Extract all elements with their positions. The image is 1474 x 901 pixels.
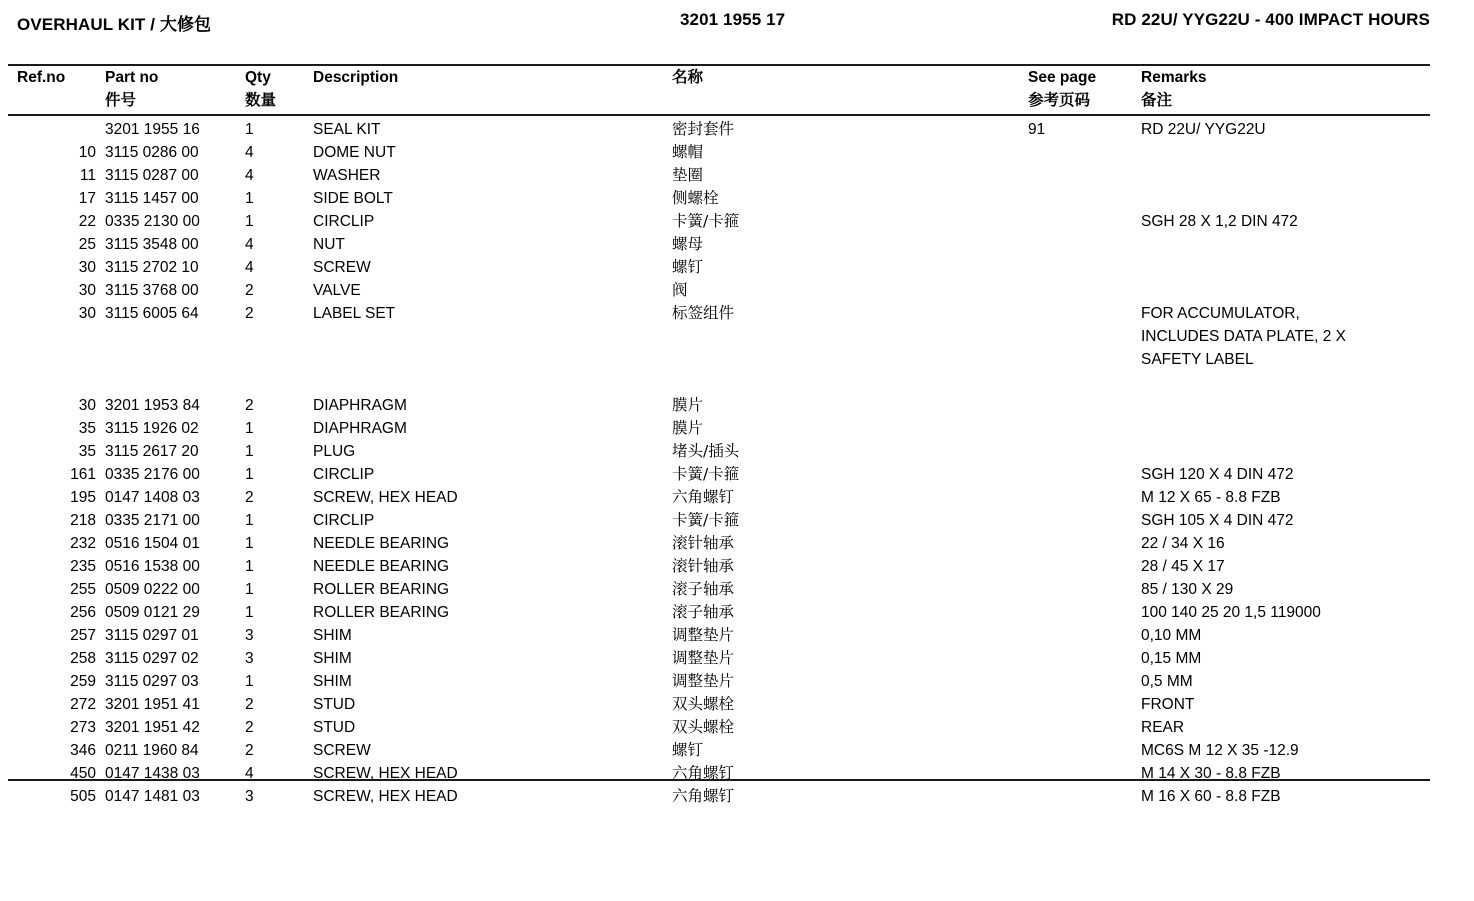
cell-qty: 2 bbox=[245, 305, 254, 322]
cell-qty: 2 bbox=[245, 489, 254, 506]
table-row bbox=[0, 210, 1474, 233]
col-header-seepage: See page bbox=[1028, 69, 1097, 86]
cell-remarks-continuation: INCLUDES DATA PLATE, 2 X bbox=[1141, 328, 1347, 345]
cell-name-zh: 螺母 bbox=[672, 235, 704, 253]
cell-refno: 235 bbox=[70, 558, 96, 575]
cell-partno: 3115 3768 00 bbox=[105, 282, 199, 299]
cell-partno: 3115 0297 02 bbox=[105, 650, 199, 667]
cell-qty: 1 bbox=[245, 420, 254, 437]
cell-refno: 195 bbox=[70, 489, 96, 506]
cell-refno: 256 bbox=[70, 604, 96, 621]
cell-description: SHIM bbox=[313, 650, 352, 667]
cell-name-zh: 调整垫片 bbox=[672, 626, 735, 644]
cell-refno: 346 bbox=[70, 742, 96, 759]
table-row bbox=[0, 532, 1474, 555]
cell-description: SCREW bbox=[313, 259, 371, 276]
cell-qty: 1 bbox=[245, 121, 254, 138]
cell-refno: 35 bbox=[78, 420, 96, 437]
table-header-row-zh bbox=[0, 89, 1474, 112]
col-header-remarks-zh: 备注 bbox=[1141, 91, 1173, 109]
cell-remarks: SGH 28 X 1,2 DIN 472 bbox=[1141, 213, 1298, 230]
cell-refno: 30 bbox=[78, 259, 96, 276]
cell-refno: 11 bbox=[79, 167, 96, 184]
cell-partno: 3115 0286 00 bbox=[105, 144, 199, 161]
table-row bbox=[0, 141, 1474, 164]
table-row bbox=[0, 670, 1474, 693]
cell-refno: 259 bbox=[70, 673, 96, 690]
cell-partno: 0211 1960 84 bbox=[105, 742, 199, 759]
table-row bbox=[0, 118, 1474, 141]
col-header-description: Description bbox=[313, 69, 399, 86]
table-row bbox=[0, 279, 1474, 302]
cell-name-zh: 膜片 bbox=[672, 396, 704, 414]
table-row bbox=[0, 233, 1474, 256]
cell-qty: 1 bbox=[245, 535, 254, 552]
cell-description: ROLLER BEARING bbox=[313, 581, 450, 598]
cell-description: VALVE bbox=[313, 282, 361, 299]
cell-qty: 2 bbox=[245, 742, 254, 759]
cell-description: DIAPHRAGM bbox=[313, 397, 407, 414]
cell-qty: 4 bbox=[245, 236, 254, 253]
cell-name-zh: 调整垫片 bbox=[672, 672, 735, 690]
cell-name-zh: 堵头/插头 bbox=[672, 442, 740, 460]
cell-partno: 0147 1438 03 bbox=[105, 765, 200, 782]
table-row bbox=[0, 394, 1474, 417]
cell-qty: 1 bbox=[245, 190, 254, 207]
cell-partno: 0509 0121 29 bbox=[105, 604, 200, 621]
cell-qty: 1 bbox=[245, 604, 254, 621]
table-row bbox=[0, 463, 1474, 486]
cell-description: CIRCLIP bbox=[313, 512, 375, 529]
col-header-qty: Qty bbox=[245, 69, 271, 86]
cell-description: DOME NUT bbox=[313, 144, 396, 161]
cell-name-zh: 滚子轴承 bbox=[672, 580, 735, 598]
cell-qty: 2 bbox=[245, 719, 254, 736]
cell-description: SEAL KIT bbox=[313, 121, 381, 138]
col-header-partno: Part no bbox=[105, 69, 159, 86]
cell-qty: 1 bbox=[245, 673, 254, 690]
cell-qty: 1 bbox=[245, 512, 254, 529]
cell-qty: 4 bbox=[245, 167, 254, 184]
cell-refno: 450 bbox=[70, 765, 96, 782]
cell-remarks: 0,10 MM bbox=[1141, 627, 1202, 644]
cell-remarks-continuation: SAFETY LABEL bbox=[1141, 351, 1254, 368]
cell-remarks: FOR ACCUMULATOR, bbox=[1141, 305, 1300, 322]
cell-partno: 3201 1955 16 bbox=[105, 121, 200, 138]
cell-partno: 3115 6005 64 bbox=[105, 305, 199, 322]
cell-name-zh: 侧螺栓 bbox=[672, 189, 719, 207]
table-row bbox=[0, 164, 1474, 187]
cell-name-zh: 滚针轴承 bbox=[672, 557, 735, 575]
cell-name-zh: 螺帽 bbox=[672, 143, 704, 161]
cell-partno: 0516 1504 01 bbox=[105, 535, 200, 552]
cell-qty: 1 bbox=[245, 443, 254, 460]
table-row bbox=[0, 693, 1474, 716]
cell-description: WASHER bbox=[313, 167, 381, 184]
cell-refno: 30 bbox=[78, 305, 96, 322]
cell-qty: 2 bbox=[245, 696, 254, 713]
cell-refno: 30 bbox=[78, 397, 96, 414]
cell-remarks: FRONT bbox=[1141, 696, 1195, 713]
cell-partno: 3201 1951 41 bbox=[105, 696, 200, 713]
table-row bbox=[0, 187, 1474, 210]
col-header-qty-zh: 数量 bbox=[245, 91, 277, 109]
table-row bbox=[0, 762, 1474, 785]
cell-partno: 3201 1951 42 bbox=[105, 719, 200, 736]
cell-name-zh: 垫圈 bbox=[672, 166, 704, 184]
table-header-row-en bbox=[0, 66, 1474, 89]
cell-description: ROLLER BEARING bbox=[313, 604, 450, 621]
cell-description: PLUG bbox=[313, 443, 356, 460]
cell-qty: 4 bbox=[245, 144, 254, 161]
cell-name-zh: 双头螺栓 bbox=[672, 718, 735, 736]
table-row bbox=[0, 555, 1474, 578]
cell-description: DIAPHRAGM bbox=[313, 420, 407, 437]
cell-description: SCREW, HEX HEAD bbox=[313, 765, 458, 782]
cell-name-zh: 密封套件 bbox=[672, 120, 735, 138]
cell-seepage: 91 bbox=[1028, 121, 1046, 138]
cell-partno: 0147 1408 03 bbox=[105, 489, 200, 506]
cell-description: NUT bbox=[313, 236, 345, 253]
cell-name-zh: 调整垫片 bbox=[672, 649, 735, 667]
cell-name-zh: 卡簧/卡箍 bbox=[672, 465, 740, 483]
cell-refno: 25 bbox=[78, 236, 96, 253]
document-header bbox=[8, 10, 1430, 36]
cell-refno: 257 bbox=[70, 627, 96, 644]
cell-refno: 35 bbox=[78, 443, 96, 460]
cell-name-zh: 螺钉 bbox=[672, 258, 704, 276]
cell-partno: 0335 2130 00 bbox=[105, 213, 200, 230]
cell-partno: 3115 0297 01 bbox=[105, 627, 199, 644]
cell-remarks: 28 / 45 X 17 bbox=[1141, 558, 1225, 575]
cell-partno: 3115 2617 20 bbox=[105, 443, 199, 460]
cell-description: NEEDLE BEARING bbox=[313, 558, 450, 575]
cell-name-zh: 六角螺钉 bbox=[672, 488, 735, 506]
col-header-refno: Ref.no bbox=[17, 69, 66, 86]
cell-description: STUD bbox=[313, 696, 356, 713]
cell-name-zh: 滚针轴承 bbox=[672, 534, 735, 552]
cell-name-zh: 六角螺钉 bbox=[672, 764, 735, 782]
cell-name-zh: 双头螺栓 bbox=[672, 695, 735, 713]
cell-qty: 3 bbox=[245, 627, 254, 644]
cell-description: SIDE BOLT bbox=[313, 190, 393, 207]
cell-name-zh: 卡簧/卡箍 bbox=[672, 212, 740, 230]
cell-description: SHIM bbox=[313, 673, 352, 690]
cell-partno: 0335 2176 00 bbox=[105, 466, 200, 483]
cell-description: SHIM bbox=[313, 627, 352, 644]
cell-refno: 30 bbox=[78, 282, 96, 299]
cell-name-zh: 阀 bbox=[672, 281, 688, 299]
cell-name-zh: 六角螺钉 bbox=[672, 787, 735, 805]
cell-description: SCREW, HEX HEAD bbox=[313, 489, 458, 506]
cell-qty: 2 bbox=[245, 397, 254, 414]
cell-refno: 10 bbox=[78, 144, 96, 161]
cell-remarks: M 16 X 60 - 8.8 FZB bbox=[1141, 788, 1281, 805]
cell-name-zh: 标签组件 bbox=[672, 304, 735, 322]
cell-refno: 161 bbox=[70, 466, 96, 483]
table-row bbox=[0, 486, 1474, 509]
cell-refno: 258 bbox=[70, 650, 96, 667]
table-row bbox=[0, 440, 1474, 463]
cell-description: CIRCLIP bbox=[313, 466, 375, 483]
cell-description: LABEL SET bbox=[313, 305, 396, 322]
cell-remarks: REAR bbox=[1141, 719, 1185, 736]
col-header-remarks: Remarks bbox=[1141, 69, 1207, 86]
cell-refno: 218 bbox=[70, 512, 96, 529]
cell-qty: 3 bbox=[245, 650, 254, 667]
cell-qty: 1 bbox=[245, 581, 254, 598]
table-row bbox=[0, 624, 1474, 647]
cell-refno: 232 bbox=[70, 535, 96, 552]
cell-partno: 3201 1953 84 bbox=[105, 397, 200, 414]
cell-remarks: M 12 X 65 - 8.8 FZB bbox=[1141, 489, 1281, 506]
cell-remarks: SGH 105 X 4 DIN 472 bbox=[1141, 512, 1294, 529]
cell-refno: 22 bbox=[78, 213, 96, 230]
cell-remarks: MC6S M 12 X 35 -12.9 bbox=[1141, 742, 1299, 759]
cell-qty: 1 bbox=[245, 466, 254, 483]
kit-title: OVERHAUL KIT / 大修包 bbox=[17, 15, 212, 34]
kit-part-number: 3201 1955 17 bbox=[680, 10, 786, 29]
table-row bbox=[0, 256, 1474, 279]
cell-qty: 1 bbox=[245, 558, 254, 575]
table-row bbox=[0, 739, 1474, 762]
table-row bbox=[0, 601, 1474, 624]
cell-description: SCREW bbox=[313, 742, 371, 759]
cell-partno: 0147 1481 03 bbox=[105, 788, 200, 805]
cell-description: STUD bbox=[313, 719, 356, 736]
table-row bbox=[0, 417, 1474, 440]
cell-remarks: 0,5 MM bbox=[1141, 673, 1193, 690]
table-row bbox=[0, 509, 1474, 532]
table-row bbox=[0, 302, 1474, 325]
cell-remarks: 22 / 34 X 16 bbox=[1141, 535, 1225, 552]
cell-remarks: 100 140 25 20 1,5 119000 bbox=[1141, 604, 1321, 621]
cell-name-zh: 卡簧/卡箍 bbox=[672, 511, 740, 529]
cell-remarks: RD 22U/ YYG22U bbox=[1141, 121, 1266, 138]
cell-qty: 4 bbox=[245, 765, 254, 782]
cell-refno: 273 bbox=[70, 719, 96, 736]
cell-refno: 505 bbox=[70, 788, 96, 805]
col-header-seepage-zh: 参考页码 bbox=[1028, 91, 1091, 109]
table-header-rule bbox=[8, 114, 1430, 116]
table-row bbox=[0, 647, 1474, 670]
cell-name-zh: 滚子轴承 bbox=[672, 603, 735, 621]
table-row bbox=[0, 785, 1474, 808]
cell-refno: 17 bbox=[78, 190, 96, 207]
cell-partno: 0509 0222 00 bbox=[105, 581, 200, 598]
machine-model-label: RD 22U/ YYG22U - 400 IMPACT HOURS bbox=[1111, 10, 1430, 29]
cell-remarks: SGH 120 X 4 DIN 472 bbox=[1141, 466, 1294, 483]
cell-partno: 3115 2702 10 bbox=[105, 259, 199, 276]
col-header-name-zh: 名称 bbox=[672, 68, 704, 86]
cell-qty: 3 bbox=[245, 788, 254, 805]
cell-partno: 3115 3548 00 bbox=[105, 236, 199, 253]
cell-name-zh: 膜片 bbox=[672, 419, 704, 437]
cell-description: NEEDLE BEARING bbox=[313, 535, 450, 552]
cell-qty: 4 bbox=[245, 259, 254, 276]
cell-remarks: M 14 X 30 - 8.8 FZB bbox=[1141, 765, 1281, 782]
cell-qty: 2 bbox=[245, 282, 254, 299]
cell-partno: 3115 0287 00 bbox=[105, 167, 199, 184]
cell-partno: 0335 2171 00 bbox=[105, 512, 200, 529]
cell-remarks: 85 / 130 X 29 bbox=[1141, 581, 1234, 598]
col-header-partno-zh: 件号 bbox=[105, 91, 137, 109]
table-row bbox=[0, 716, 1474, 739]
cell-partno: 3115 1926 02 bbox=[105, 420, 199, 437]
cell-partno: 3115 0297 03 bbox=[105, 673, 199, 690]
cell-refno: 272 bbox=[70, 696, 96, 713]
cell-qty: 1 bbox=[245, 213, 254, 230]
cell-remarks: 0,15 MM bbox=[1141, 650, 1202, 667]
cell-partno: 3115 1457 00 bbox=[105, 190, 199, 207]
cell-description: CIRCLIP bbox=[313, 213, 375, 230]
table-row bbox=[0, 578, 1474, 601]
cell-partno: 0516 1538 00 bbox=[105, 558, 200, 575]
cell-refno: 255 bbox=[70, 581, 96, 598]
cell-name-zh: 螺钉 bbox=[672, 741, 704, 759]
cell-description: SCREW, HEX HEAD bbox=[313, 788, 458, 805]
